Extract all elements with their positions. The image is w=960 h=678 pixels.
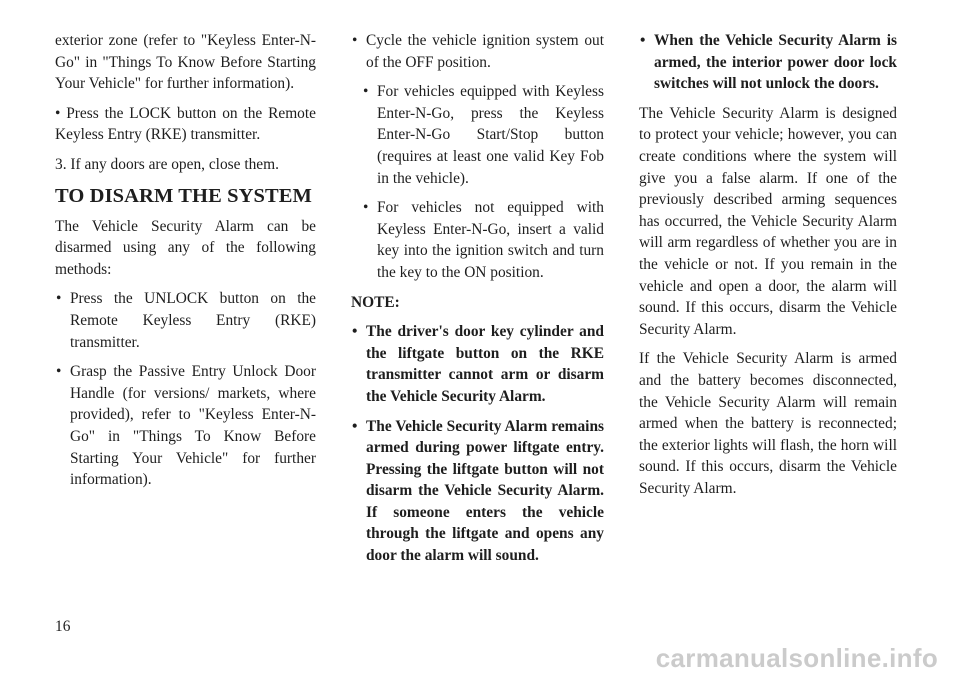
bullet-text: Grasp the Passive Entry Unlock Door Handle (for versions/ markets, where provided), refer to "Keyless Enter-N-Go" in "Things To Know Before Starting Your Vehicle" for further information). [70,363,316,489]
note-text: The driver's door key cylinder and the liftgate button on the RKE transmitter cannot arm or disarm the Vehicle Security Alarm. [366,323,604,405]
bullet-icon: • [640,32,646,49]
right-column [639,30,897,507]
bullet-icon: • [352,32,358,49]
bullet-text: Press the UNLOCK button on the Remote Keyless Entry (RKE) transmitter. [70,290,316,351]
bullet-text: Cycle the vehicle ignition system out of the OFF position. [366,32,604,71]
step-3: 3. If any doors are open, close them. [55,155,279,173]
watermark: carmanualsonline.info [655,643,938,673]
list-item [351,30,604,73]
lock-step: • Press the LOCK button on the Remote Keyless Entry (RKE) transmitter. [55,104,316,144]
list-item [55,288,316,353]
note-item [639,30,897,95]
left-column [55,30,316,499]
bullet-icon: • [352,323,358,341]
bullet-icon: • [363,83,369,101]
disarm-intro: The Vehicle Security Alarm can be disarmed using any of the following methods: [55,217,316,278]
bullet-text: For vehicles equipped with Keyless Enter-N-Go, press the Keyless Enter-N-Go Start/Stop button (requires at least one valid Key Fob in the vehicle). [377,83,604,187]
intro-paragraph: exterior zone (refer to "Keyless Enter-N-Go" in "Things To Know Before Starting Your Vehicle" for further information). [55,32,316,93]
bullet-icon: • [56,363,62,381]
bullet-icon: • [56,290,62,308]
false-alarm-paragraph: The Vehicle Security Alarm is designed to protect your vehicle; however, you can create conditions where the system will give you a false alarm. If one of the previously described arming sequences has occurred, the Vehicle Security Alarm will arm regardless of whether you are in the vehicle or not. If you remain in the vehicle and open a door, the alarm will sound. If this occurs, disarm the Vehicle Security Alarm. [639,104,897,338]
note-label: NOTE: [351,293,400,311]
note-item [351,416,604,567]
bullet-icon: • [363,199,369,217]
list-item [55,361,316,491]
note-text: When the Vehicle Security Alarm is armed, the interior power door lock switches will not unlock the doors. [654,32,897,93]
sub-list-item [362,81,604,189]
section-heading: TO DISARM THE SYSTEM [55,184,312,207]
note-item [351,321,604,407]
battery-paragraph: If the Vehicle Security Alarm is armed and the battery becomes disconnected, the Vehicle Security Alarm will remain armed when the battery is reconnected; the exterior lights will flash, the horn will sound. If this occurs, disarm the Vehicle Security Alarm. [639,350,897,497]
bullet-icon: • [352,417,358,435]
sub-list-item [362,197,604,283]
middle-column [351,30,604,575]
bullet-text: For vehicles not equipped with Keyless Enter-N-Go, insert a valid key into the ignition switch and turn the key to the ON position. [377,199,604,281]
note-text: The Vehicle Security Alarm remains armed during power liftgate entry. Pressing the liftgate button will not disarm the Vehicle Security Alarm. If someone enters the vehicle through the liftgate and opens any door the alarm will sound. [366,417,604,565]
page-number: 16 [55,618,71,635]
